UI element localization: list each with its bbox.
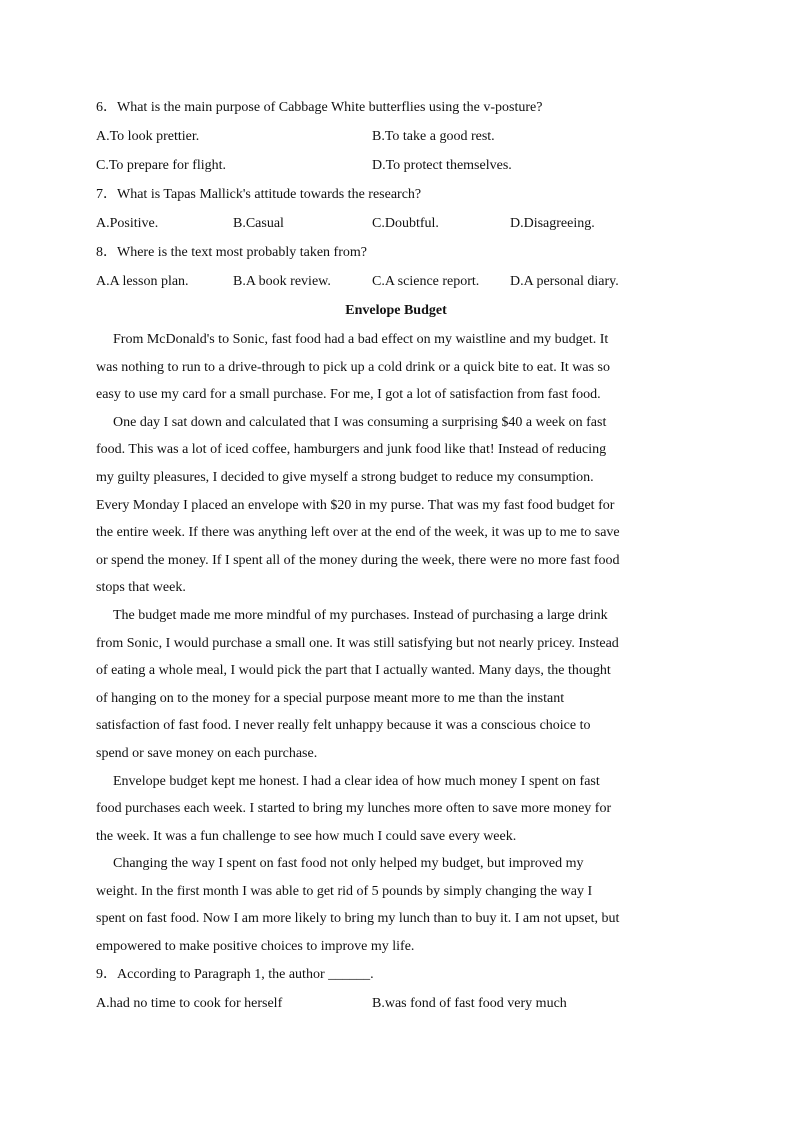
passage-paragraph-1	[96, 326, 696, 409]
question-8-option-a: A.A lesson plan.	[96, 274, 189, 289]
passage-paragraph-5	[96, 850, 696, 960]
paragraph-line: or spend the money. If I spent all of the money during the week, there were no more fast food	[96, 552, 620, 568]
question-7-option-b: B.Casual	[233, 216, 284, 231]
passage-paragraph-4	[96, 768, 696, 851]
paragraph-line: the week. It was a fun challenge to see how much I could save every week.	[96, 828, 517, 844]
question-8-option-d: D.A personal diary.	[510, 274, 619, 289]
paragraph-line: my guilty pleasures, I decided to give myself a strong budget to reduce my consumption.	[96, 469, 594, 485]
question-8-option-c: C.A science report.	[372, 274, 480, 289]
paragraph-line: empowered to make positive choices to improve my life.	[96, 939, 415, 955]
paragraph-line: satisfaction of fast food. I never really felt unhappy because it was a conscious choice to	[96, 718, 591, 734]
question-6-option-b: B.To take a good rest.	[372, 129, 495, 144]
question-8-stem: 8．Where is the text most probably taken from?	[96, 245, 367, 260]
paragraph-line: from Sonic, I would purchase a small one. It was still satisfying but not nearly pricey. Instead	[96, 635, 619, 651]
question-9-option-a: A.had no time to cook for herself	[96, 995, 283, 1011]
paragraph-line: of hanging on to the money for a special purpose meant more to me than the instant	[96, 690, 565, 706]
paragraph-line: of eating a whole meal, I would pick the part that I actually wanted. Many days, the thought	[96, 663, 611, 679]
question-9-options	[96, 992, 696, 1021]
question-7-stem: 7．What is Tapas Mallick's attitude towards the research?	[96, 187, 422, 202]
question-7-option-d: D.Disagreeing.	[510, 216, 595, 231]
paragraph-line: spend or save money on each purchase.	[96, 745, 318, 761]
question-6-option-d: D.To protect themselves.	[372, 158, 512, 173]
passage-paragraph-3	[96, 602, 696, 768]
passage-paragraph-2	[96, 409, 696, 602]
paragraph-line: From McDonald's to Sonic, fast food had a bad effect on my waistline and my budget. It	[113, 332, 609, 347]
paragraph-line: food purchases each week. I started to bring my lunches more often to save more money for	[96, 801, 612, 817]
question-7-options	[96, 212, 696, 241]
paragraph-line: Changing the way I spent on fast food not only helped my budget, but improved my	[113, 856, 584, 872]
question-7-option-a: A.Positive.	[96, 216, 159, 231]
question-6-stem: 6．What is the main purpose of Cabbage White butterflies using the v-posture?	[96, 100, 543, 115]
paragraph-line: food. This was a lot of iced coffee, hamburgers and junk food like that! Instead of reducing	[96, 442, 607, 458]
paragraph-line: stops that week.	[96, 580, 186, 596]
paragraph-line: weight. In the first month I was able to get rid of 5 pounds by simply changing the way I	[96, 883, 593, 899]
question-6-option-a: A.To look prettier.	[96, 129, 200, 144]
paragraph-line: Envelope budget kept me honest. I had a clear idea of how much money I spent on fast	[113, 773, 600, 789]
question-6-options-row-2	[96, 154, 696, 183]
paragraph-line: the entire week. If there was anything left over at the end of the week, it was up to me to save	[96, 525, 620, 541]
paragraph-line: Every Monday I placed an envelope with $20 in my purse. That was my fast food budget for	[96, 497, 615, 513]
document-page	[96, 96, 696, 1021]
question-6-option-c: C.To prepare for flight.	[96, 158, 227, 173]
question-9-option-b: B.was fond of fast food very much	[372, 995, 567, 1011]
question-8-option-b: B.A book review.	[233, 274, 331, 289]
paragraph-line: spent on fast food. Now I am more likely to bring my lunch than to buy it. I am not upset, but	[96, 911, 620, 927]
passage-title: Envelope Budget	[345, 303, 447, 318]
question-7-option-c: C.Doubtful.	[372, 216, 439, 231]
paragraph-line: The budget made me more mindful of my purchases. Instead of purchasing a large drink	[113, 607, 608, 623]
question-8-options	[96, 270, 696, 299]
paragraph-line: was nothing to run to a drive-through to pick up a cold drink or a quick bite to eat. It was so	[96, 359, 611, 375]
question-9-stem: 9．According to Paragraph 1, the author ______.	[96, 966, 374, 982]
question-6-options-row-1	[96, 125, 696, 154]
paragraph-line: easy to use my card for a small purchase. For me, I got a lot of satisfaction from fast food.	[96, 387, 601, 403]
paragraph-line: One day I sat down and calculated that I was consuming a surprising $40 a week on fast	[113, 414, 607, 430]
